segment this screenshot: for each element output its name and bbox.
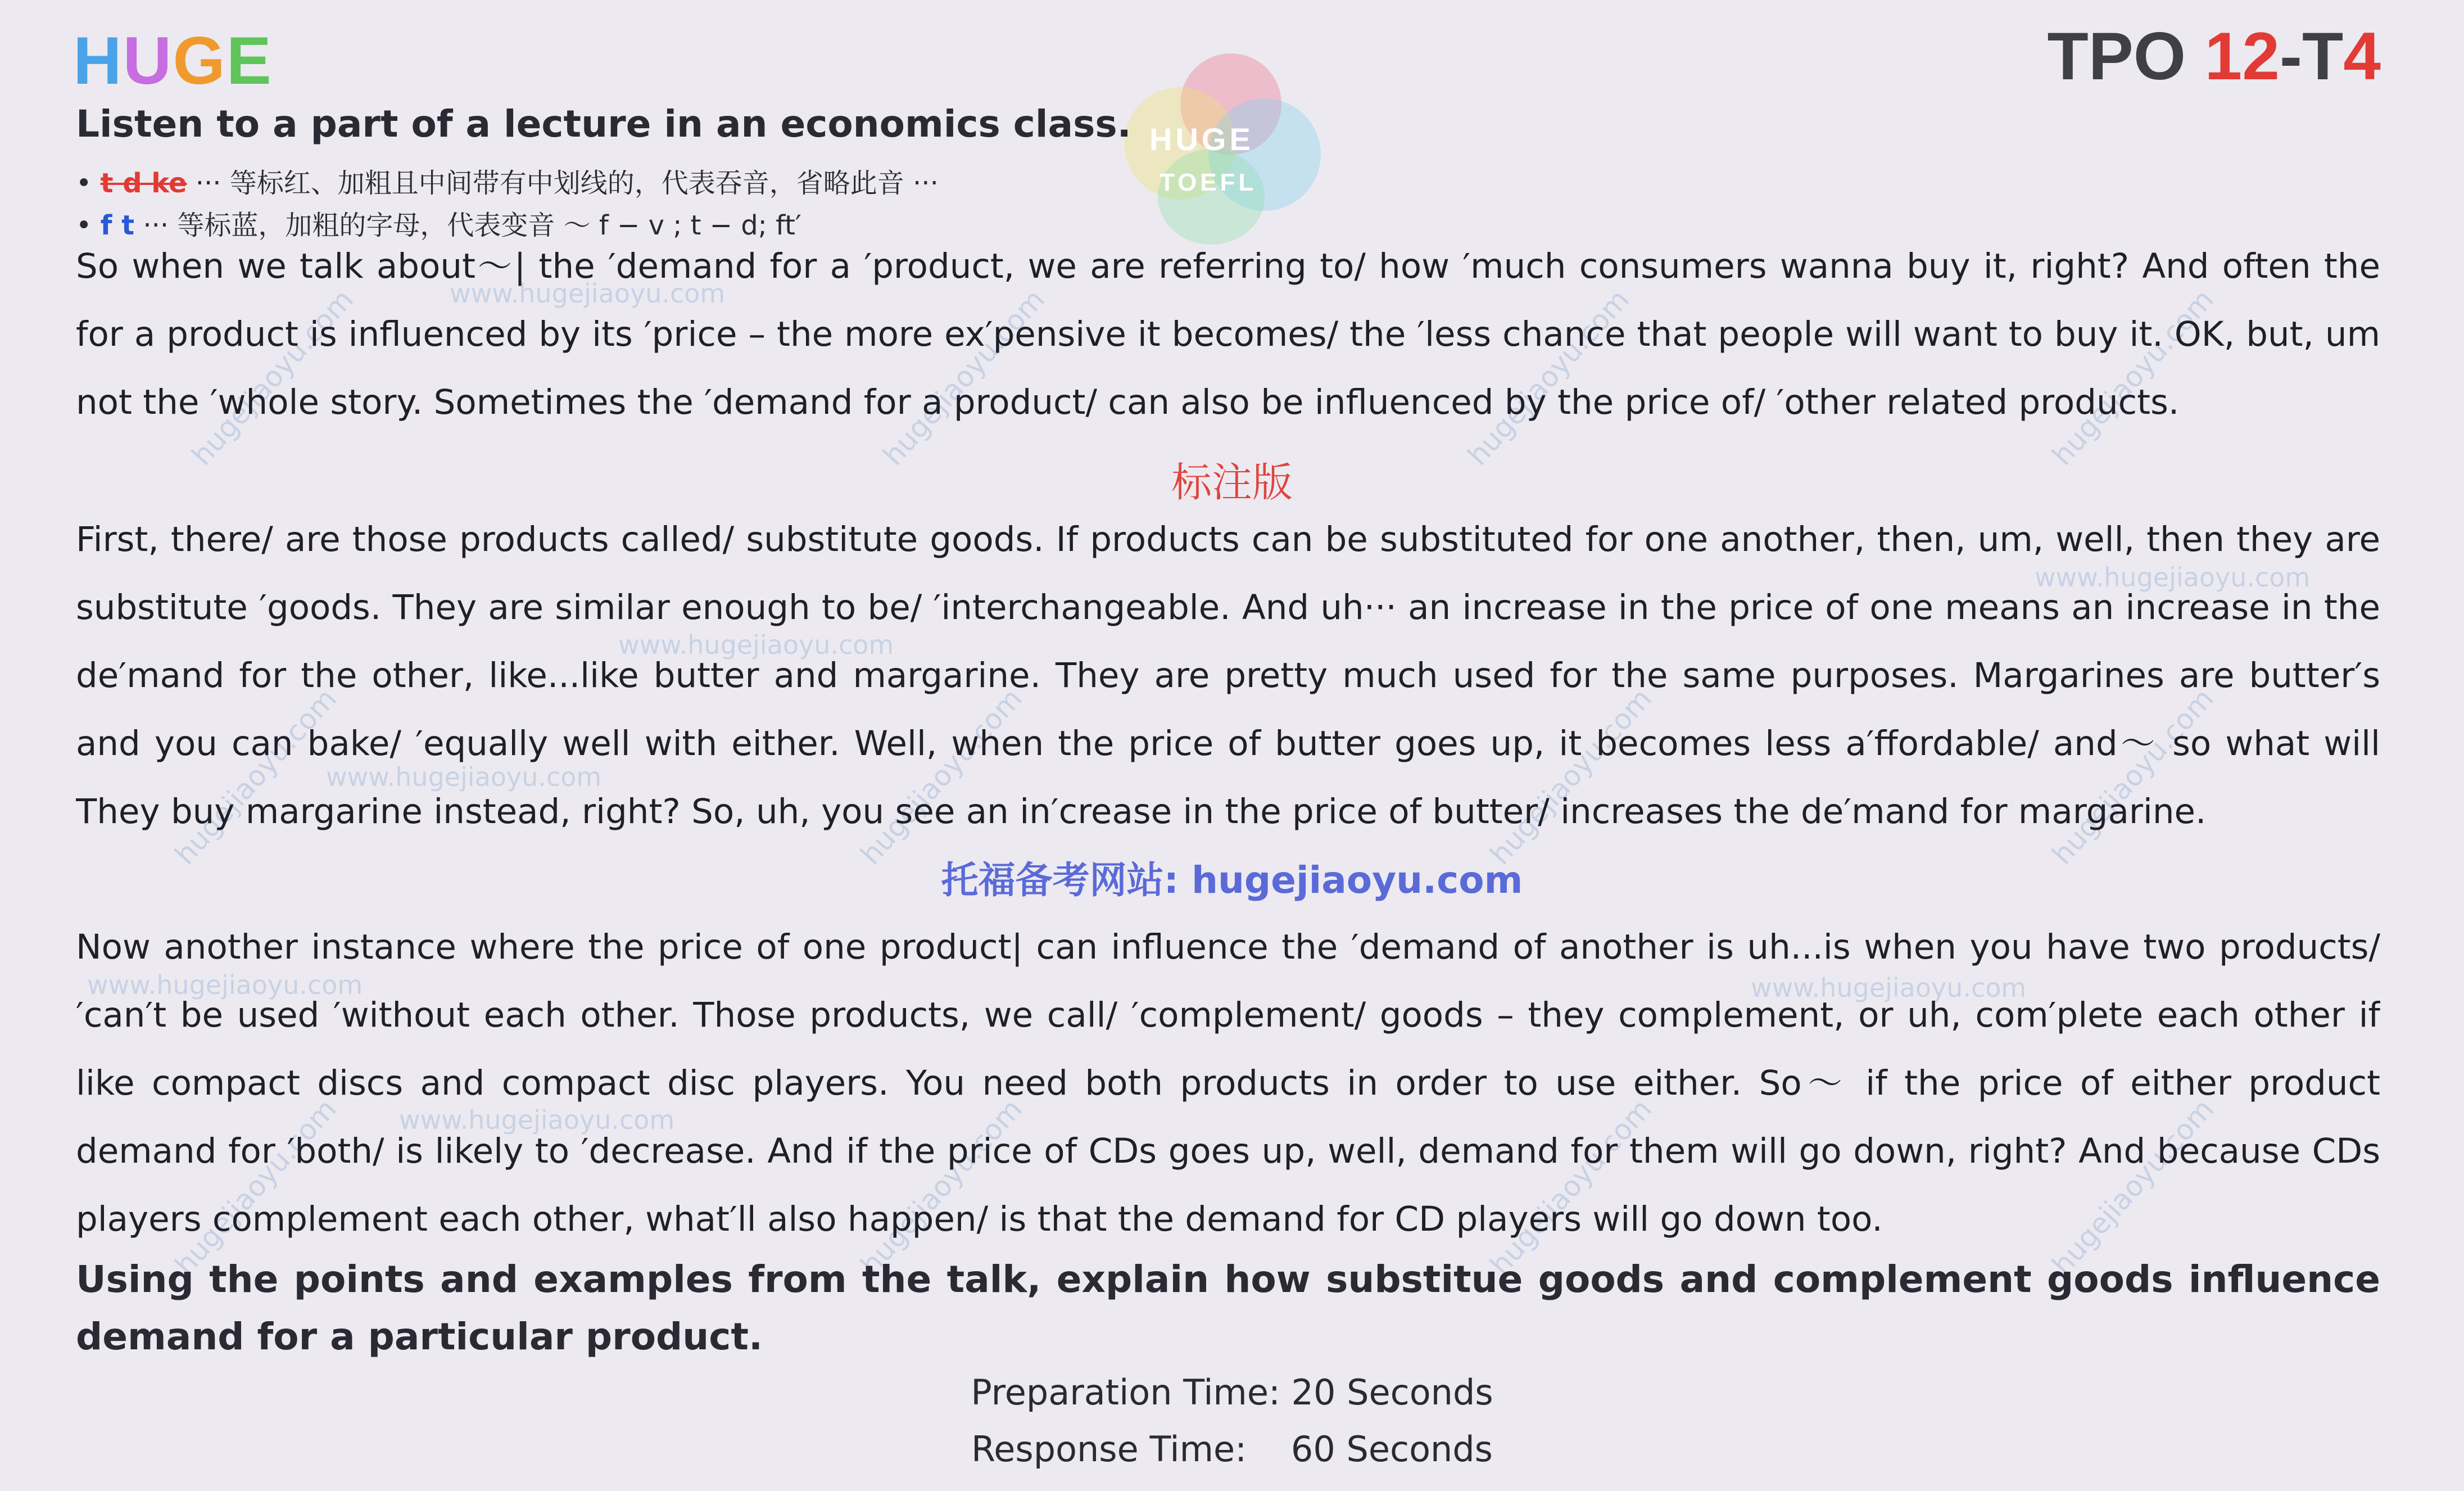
transcript-paragraph-3	[76, 913, 2380, 1253]
annotated-version-label: 标注版	[1171, 459, 1293, 506]
tpo-task-label: TPO 12-T4	[2047, 19, 2381, 94]
diagonal-watermark: hugejiaoyu.com	[854, 682, 1029, 871]
legend-line-elision: • t d ke ··· 等标红、加粗且中间带有中划线的，代表吞音，省略此音 ···	[76, 168, 939, 199]
diagonal-watermark: hugejiaoyu.com	[1461, 283, 1636, 472]
response-time: Response Time: 60 Seconds	[971, 1429, 1493, 1470]
site-watermark: www.hugejiaoyu.com	[618, 630, 894, 660]
watermark-sub-text: TOEFL	[1159, 169, 1257, 196]
site-watermark: www.hugejiaoyu.com	[2035, 562, 2311, 593]
site-watermark: www.hugejiaoyu.com	[450, 278, 726, 309]
diagonal-watermark: hugejiaoyu.com	[1484, 1092, 1658, 1281]
site-watermark: www.hugejiaoyu.com	[399, 1105, 675, 1135]
transcript-paragraph-1	[76, 232, 2380, 436]
diagonal-watermark: hugejiaoyu.com	[185, 283, 360, 472]
transcript-line: players complement each other, what′ll also happen/ is that the demand for CD players will go down too.	[76, 1199, 1883, 1239]
transcript-line: demand for ′both/ is likely to ′decrease. And if the price of CDs goes up, well, demand for them will go down, right? And because CDs	[76, 1131, 2380, 1171]
diagonal-watermark: hugejiaoyu.com	[1484, 682, 1658, 871]
huge-logo: HUGE	[73, 23, 273, 98]
diagonal-watermark: hugejiaoyu.com	[169, 1092, 343, 1281]
transcript-line: They buy margarine instead, right? So, uh, you see an in′crease in the price of butter/ increases the de′mand for margarine.	[76, 792, 2207, 832]
transcript-line: So when we talk about～| the ′demand for a ′product, we are referring to/ how ′much consumers wanna buy it, right? And often the	[76, 246, 2380, 286]
preparation-time: Preparation Time: 20 Seconds	[971, 1372, 1493, 1413]
legend-line-variation: • f t ··· 等标蓝，加粗的字母，代表变音 ～ f − v ; t − d; ft′	[76, 210, 801, 241]
transcript-line: not the ′whole story. Sometimes the ′demand for a product/ can also be influenced by the price of/ ′other related products.	[76, 382, 2180, 422]
transcript-line: de′mand for the other, like...like butter and margarine. They are pretty much used for the same purposes. Margarines are butter′s	[76, 656, 2380, 695]
transcript-paragraph-2	[76, 505, 2380, 846]
diagonal-watermark: hugejiaoyu.com	[2046, 1092, 2220, 1281]
transcript-line: First, there/ are those products called/ substitute goods. If products can be substituted for one another, then, um, well, then they are	[76, 519, 2380, 559]
diagonal-watermark: hugejiaoyu.com	[2046, 682, 2220, 871]
watermark-logo-text: HUGE	[1149, 121, 1254, 157]
transcript-line: like compact discs and compact disc players. You need both products in order to use either. So～ if the price of either product	[76, 1063, 2380, 1103]
legend-red-marks: t d ke	[100, 168, 187, 199]
transcript-line: ′can′t be used ′without each other. Those products, we call/ ′complement/ goods – they complement, or uh, com′plete each other if	[76, 995, 2380, 1035]
diagonal-watermark: hugejiaoyu.com	[854, 1092, 1029, 1281]
site-banner: 托福备考网站: hugejiaoyu.com	[941, 859, 1523, 902]
diagonal-watermark: hugejiaoyu.com	[2046, 283, 2220, 472]
legend-blue-marks: f t	[100, 210, 135, 241]
transcript-line: and you can bake/ ′equally well with either. Well, when the price of butter goes up, it becomes less a′ffordable/ and～ so what will	[76, 724, 2380, 763]
task-prompt: Using the points and examples from the talk, explain how substitue goods and complement goods influence demand for a particular product.	[76, 1258, 2380, 1358]
transcript-line: Now another instance where the price of one product| can influence the ′demand of another is uh...is when you have two products/	[76, 927, 2380, 967]
diagonal-watermark: hugejiaoyu.com	[169, 682, 343, 871]
transcript-line: for a product is influenced by its ′price – the more ex′pensive it becomes/ the ′less chance that people will want to buy it. OK, but, um	[76, 314, 2380, 354]
listening-heading: Listen to a part of a lecture in an economics class.	[76, 102, 1131, 146]
diagonal-watermark: hugejiaoyu.com	[877, 283, 1051, 472]
site-watermark: www.hugejiaoyu.com	[326, 762, 602, 792]
site-watermark: www.hugejiaoyu.com	[87, 970, 363, 1000]
transcript-line: substitute ′goods. They are similar enough to be/ ′interchangeable. And uh··· an increase in the price of one means an increase in the	[76, 588, 2380, 627]
site-watermark: www.hugejiaoyu.com	[1751, 973, 2027, 1003]
